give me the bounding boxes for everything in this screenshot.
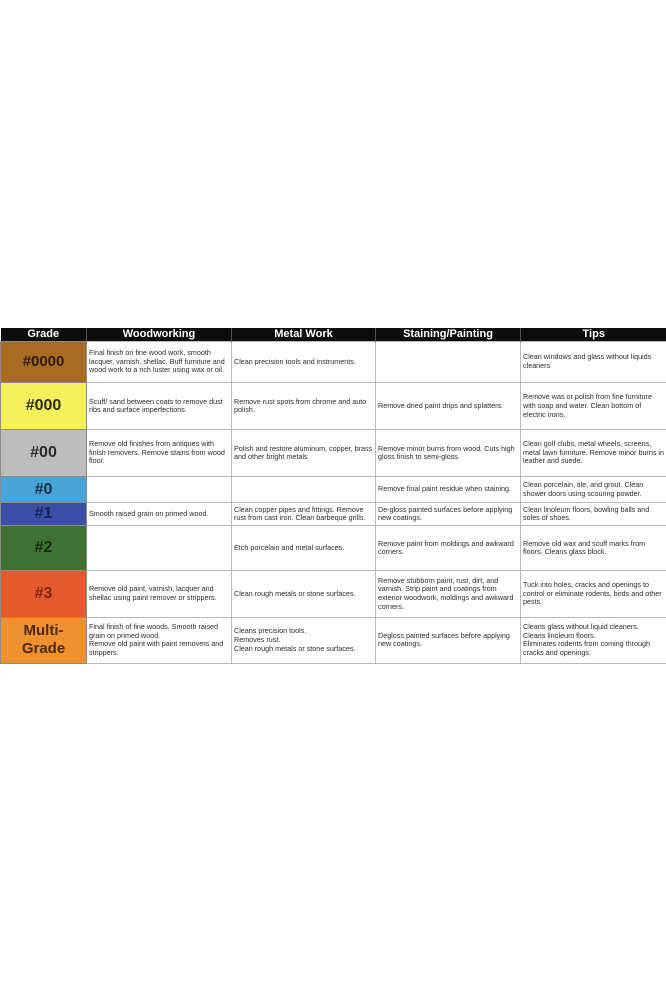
table-row	[1, 342, 666, 383]
woodworking-cell: Scuff/ sand between coats to remove dust ribs and surface imperfections.	[87, 383, 232, 430]
header-tips: Tips	[521, 328, 666, 342]
grade-label: Multi- Grade	[1, 617, 87, 663]
header-woodworking: Woodworking	[87, 328, 232, 342]
header-staining-painting: Staining/Painting	[376, 328, 521, 342]
metal-work-cell: Polish and restore aluminum, copper, brass and other bright metals	[232, 430, 376, 476]
steel-wool-grade-table	[0, 328, 666, 664]
staining-painting-cell: Remove final paint residue when staining.	[376, 476, 521, 503]
table-row	[1, 383, 666, 430]
table-row	[1, 571, 666, 617]
tips-cell: Clean porcelain, tile, and grout. Clean shower doors using scouring powder.	[521, 476, 666, 503]
staining-painting-cell: Remove paint from moldings and awkward corners.	[376, 526, 521, 571]
woodworking-cell	[87, 476, 232, 503]
header-grade: Grade	[1, 328, 87, 342]
woodworking-cell: Remove old paint, varnish, lacquer and shellac using paint remover or strippers.	[87, 571, 232, 617]
metal-work-cell: Etch porcelain and metal surfaces.	[232, 526, 376, 571]
tips-cell: Tuck into holes, cracks and openings to control or eliminate rodents, birds and other pests.	[521, 571, 666, 617]
grade-label: #000	[1, 383, 87, 430]
staining-painting-cell: Degloss painted surfaces before applying new coatings.	[376, 617, 521, 663]
staining-painting-cell: De-gloss painted surfaces before applying new coatings.	[376, 503, 521, 526]
header-metal-work: Metal Work	[232, 328, 376, 342]
grade-label: #3	[1, 571, 87, 617]
staining-painting-cell: Remove minor burns from wood. Cuts high gloss finish to semi-gloss.	[376, 430, 521, 476]
tips-cell: Cleans glass without liquid cleaners. Cleans linoleum floors. Eliminates rodents from coming through cracks and openings.	[521, 617, 666, 663]
tips-cell: Clean windows and glass without liquids cleaners	[521, 342, 666, 383]
metal-work-cell: Clean copper pipes and fittings. Remove rust from cast iron. Clean barbeque grills.	[232, 503, 376, 526]
grade-label: #0	[1, 476, 87, 503]
table-row	[1, 526, 666, 571]
staining-painting-cell: Remove dried paint drips and splatters.	[376, 383, 521, 430]
woodworking-cell: Final finish on fine wood work, smooth lacquer, varnish, shellac. Buff furniture and wood work to a rich luster using wax or oil.	[87, 342, 232, 383]
grade-label: #0000	[1, 342, 87, 383]
tips-cell: Clean linoleum floors, bowling balls and soles of shoes.	[521, 503, 666, 526]
tips-cell: Remove old wax and scuff marks from floors. Cleans glass block.	[521, 526, 666, 571]
table-row	[1, 503, 666, 526]
tips-cell: Remove was or polish from fine furniture with soap and water. Clean bottom of electric irons.	[521, 383, 666, 430]
staining-painting-cell: Remove stubborn paint, rust, dirt, and varnish. Strip paint and coatings from exterior woodwork, moldings and awkward corners.	[376, 571, 521, 617]
metal-work-cell: Clean precision tools and instruments.	[232, 342, 376, 383]
woodworking-cell: Final finish of fine woods. Smooth raised grain on primed wood. Remove old paint with paint removers and strippers.	[87, 617, 232, 663]
grade-label: #00	[1, 430, 87, 476]
table-row	[1, 430, 666, 476]
woodworking-cell: Smooth raised grain on primed wood.	[87, 503, 232, 526]
grade-label: #2	[1, 526, 87, 571]
header-row	[1, 328, 666, 342]
metal-work-cell: Remove rust spots from chrome and auto polish.	[232, 383, 376, 430]
table-body	[1, 342, 666, 664]
tips-cell: Clean golf clubs, metal wheels, screens, metal lawn furniture. Remove minor burns in leather and suede.	[521, 430, 666, 476]
table-row	[1, 617, 666, 663]
metal-work-cell: Cleans precision tools. Removes rust. Clean rough metals or stone surfaces.	[232, 617, 376, 663]
table-row	[1, 476, 666, 503]
metal-work-cell: Clean rough metals or stone surfaces.	[232, 571, 376, 617]
woodworking-cell	[87, 526, 232, 571]
woodworking-cell: Remove old finishes from antiques with finish removers. Remove stains from wood floor.	[87, 430, 232, 476]
metal-work-cell	[232, 476, 376, 503]
staining-painting-cell	[376, 342, 521, 383]
grade-label: #1	[1, 503, 87, 526]
